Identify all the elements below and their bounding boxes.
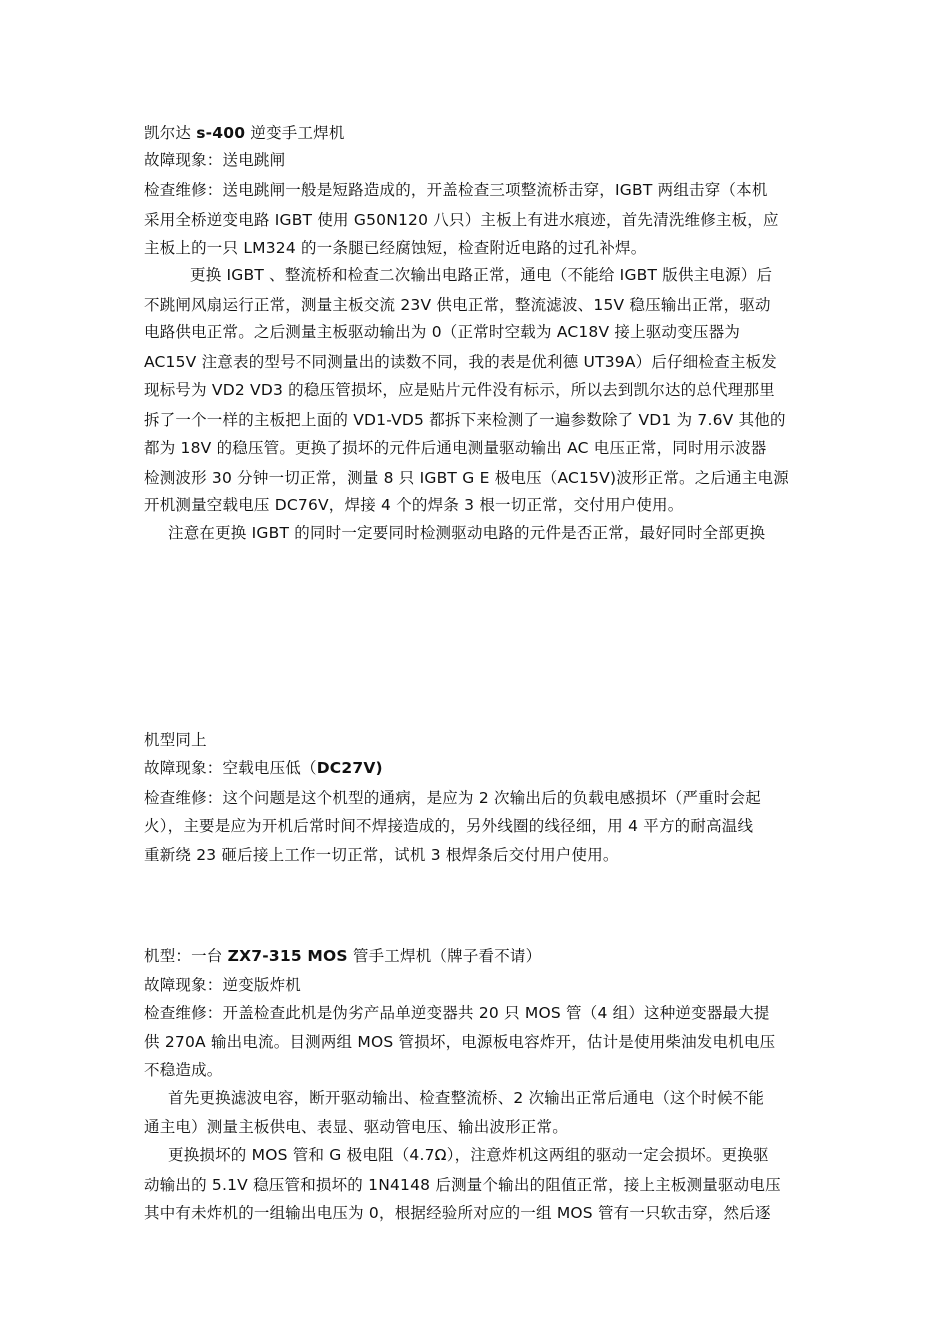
- paragraph-line: 更换损坏的 MOS 管和 G 极电阻（4.7Ω），注意炸机这两组的驱动一定会损坏。更换驱: [168, 1146, 769, 1164]
- paragraph-line: 通主电）测量主板供电、表显、驱动管电压、输出波形正常。: [144, 1118, 568, 1136]
- section3-fault: 故障现象：逆变版炸机: [144, 976, 302, 994]
- model-suffix: 管手工焊机（牌子看不请）: [347, 947, 542, 965]
- section3-model: [144, 946, 541, 966]
- paragraph-line: 主板上的一只 LM324 的一条腿已经腐蚀短，检查附近电路的过孔补焊。: [144, 239, 647, 257]
- paragraph-line: 重新绕 23 砸后接上工作一切正常，试机 3 根焊条后交付用户使用。: [144, 846, 619, 864]
- paragraph-line: 更换 IGBT 、整流桥和检查二次输出电路正常，通电（不能给 IGBT 版供主电源）后: [190, 266, 773, 284]
- paragraph-line: 火），主要是应为开机后常时间不焊接造成的，另外线圈的线径细，用 4 平方的耐高温线: [144, 817, 754, 835]
- title-prefix: 凯尔达: [144, 124, 197, 142]
- paragraph-line: 检测波形 30 分钟一切正常，测量 8 只 IGBT G E 极电压（AC15V)波形正常。之后通主电源: [144, 469, 789, 487]
- paragraph-line: 采用全桥逆变电路 IGBT 使用 G50N120 八只）主板上有进水痕迹，首先清洗维修主板，应: [144, 211, 779, 229]
- section1-fault: 故障现象：送电跳闸: [144, 151, 286, 169]
- paragraph-line: 现标号为 VD2 VD3 的稳压管损坏，应是贴片元件没有标示，所以去到凯尔达的总代理那里: [144, 381, 775, 399]
- paragraph-line: 其中有未炸机的一组输出电压为 0，根据经验所对应的一组 MOS 管有一只软击穿，然后逐: [144, 1204, 771, 1222]
- paragraph-line: 动输出的 5.1V 稳压管和损坏的 1N4148 后测量个输出的阻值正常，接上主板测量驱动电压: [144, 1176, 781, 1194]
- paragraph-line: 开机测量空载电压 DC76V，焊接 4 个的焊条 3 根一切正常，交付用户使用。: [144, 496, 684, 514]
- section1-title: [144, 123, 345, 143]
- paragraph-line: 检查维修：这个问题是这个机型的通病，是应为 2 次输出后的负载电感损坏（严重时会起: [144, 789, 761, 807]
- fault-value: DC27V): [316, 759, 383, 777]
- model-prefix: 机型：一台: [144, 947, 228, 965]
- fault-prefix: 故障现象：空载电压低（: [144, 759, 317, 777]
- title-model: s-400: [196, 124, 246, 142]
- paragraph-line: 拆了一个一样的主板把上面的 VD1-VD5 都拆下来检测了一遍参数除了 VD1 为 7.6V 其他的: [144, 411, 786, 429]
- model-name: ZX7-315 MOS: [227, 947, 348, 965]
- section2-model: 机型同上: [144, 731, 207, 749]
- title-suffix: 逆变手工焊机: [245, 124, 345, 142]
- paragraph-line: 都为 18V 的稳压管。更换了损坏的元件后通电测量驱动输出 AC 电压正常，同时用示波器: [144, 439, 767, 457]
- paragraph-line: 注意在更换 IGBT 的同时一定要同时检测驱动电路的元件是否正常，最好同时全部更换: [168, 524, 766, 542]
- paragraph-line: 首先更换滤波电容，断开驱动输出、检查整流桥、2 次输出正常后通电（这个时候不能: [168, 1089, 765, 1107]
- paragraph-line: 电路供电正常。之后测量主板驱动输出为 0（正常时空载为 AC18V 接上驱动变压器为: [144, 323, 741, 341]
- paragraph-line: 供 270A 输出电流。目测两组 MOS 管损坏，电源板电容炸开，估计是使用柴油发电机电压: [144, 1033, 776, 1051]
- paragraph-line: 检查维修：开盖检查此机是伪劣产品单逆变器共 20 只 MOS 管（4 组）这种逆变器最大提: [144, 1004, 770, 1022]
- paragraph-line: AC15V 注意表的型号不同测量出的读数不同，我的表是优利德 UT39A）后仔细检查主板发: [144, 353, 777, 371]
- paragraph-line: 不稳造成。: [144, 1061, 223, 1079]
- section2-fault: [144, 758, 383, 778]
- paragraph-line: 不跳闸风扇运行正常，测量主板交流 23V 供电正常，整流滤波、15V 稳压输出正常，驱动: [144, 296, 771, 314]
- paragraph-line: 检查维修：送电跳闸一般是短路造成的，开盖检查三项整流桥击穿，IGBT 两组击穿（本机: [144, 181, 768, 199]
